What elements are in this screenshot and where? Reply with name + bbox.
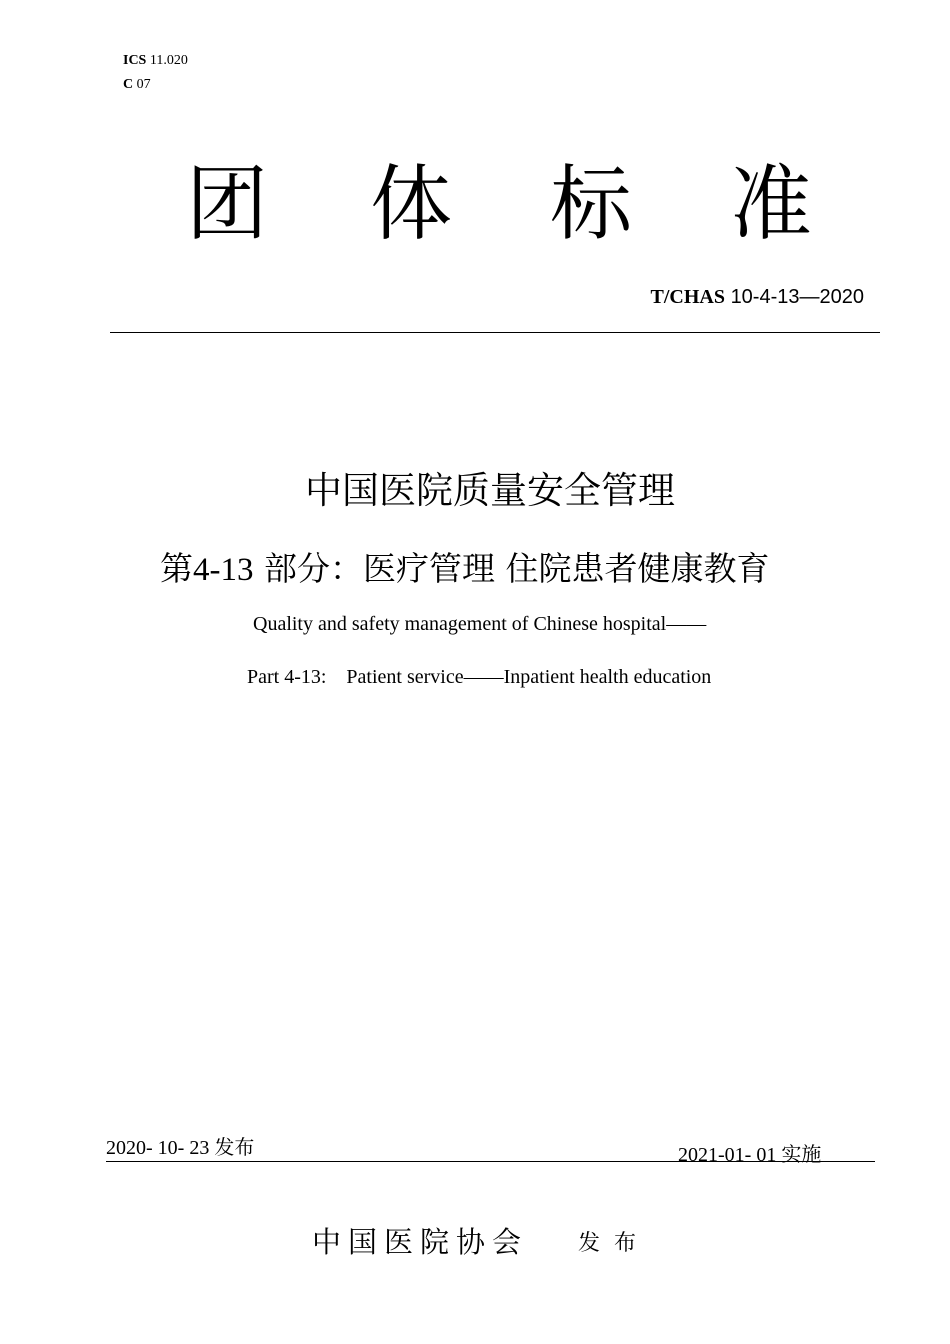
ics-label: ICS	[123, 53, 147, 68]
subtitle-prefix: 第	[160, 549, 193, 588]
subtitle-rest: 部分：医疗管理 住院患者健康教育	[264, 549, 770, 588]
implementation-date-value: 2021-01- 01	[678, 1144, 777, 1166]
issue-date-value: 2020- 10- 23	[106, 1137, 210, 1159]
subtitle-english: Part 4-13: Patient service——Inpatient health education	[247, 666, 712, 688]
ccs-label: C	[123, 77, 134, 92]
header-divider	[110, 332, 880, 333]
title-english: Quality and safety management of Chinese hospital——	[253, 613, 707, 635]
title-chinese: 中国医院质量安全管理	[305, 469, 675, 512]
ics-classification	[123, 53, 188, 69]
implementation-date	[678, 1138, 821, 1167]
publisher-name: 中国医院协会	[312, 1225, 529, 1259]
standard-code-number: 10-4-13—2020	[730, 286, 864, 308]
standard-type-char-4: 准	[730, 157, 813, 252]
standard-code-prefix: T/CHAS	[650, 286, 725, 308]
ccs-classification	[123, 77, 151, 93]
standard-type-char-2: 体	[370, 157, 453, 252]
issue-date	[106, 1131, 254, 1160]
footer-divider	[106, 1161, 875, 1162]
standard-code	[651, 286, 864, 309]
standard-type-char-1: 团	[186, 157, 269, 252]
implementation-date-label: 实施	[781, 1144, 822, 1166]
issue-date-label: 发布	[214, 1137, 255, 1159]
publisher-action: 发布	[578, 1231, 651, 1256]
subtitle-chinese	[160, 543, 770, 590]
ccs-value: 07	[136, 77, 151, 92]
ics-value: 11.020	[149, 53, 188, 68]
standard-type-char-3: 标	[550, 157, 633, 252]
subtitle-part-number: 4-13	[193, 552, 254, 588]
